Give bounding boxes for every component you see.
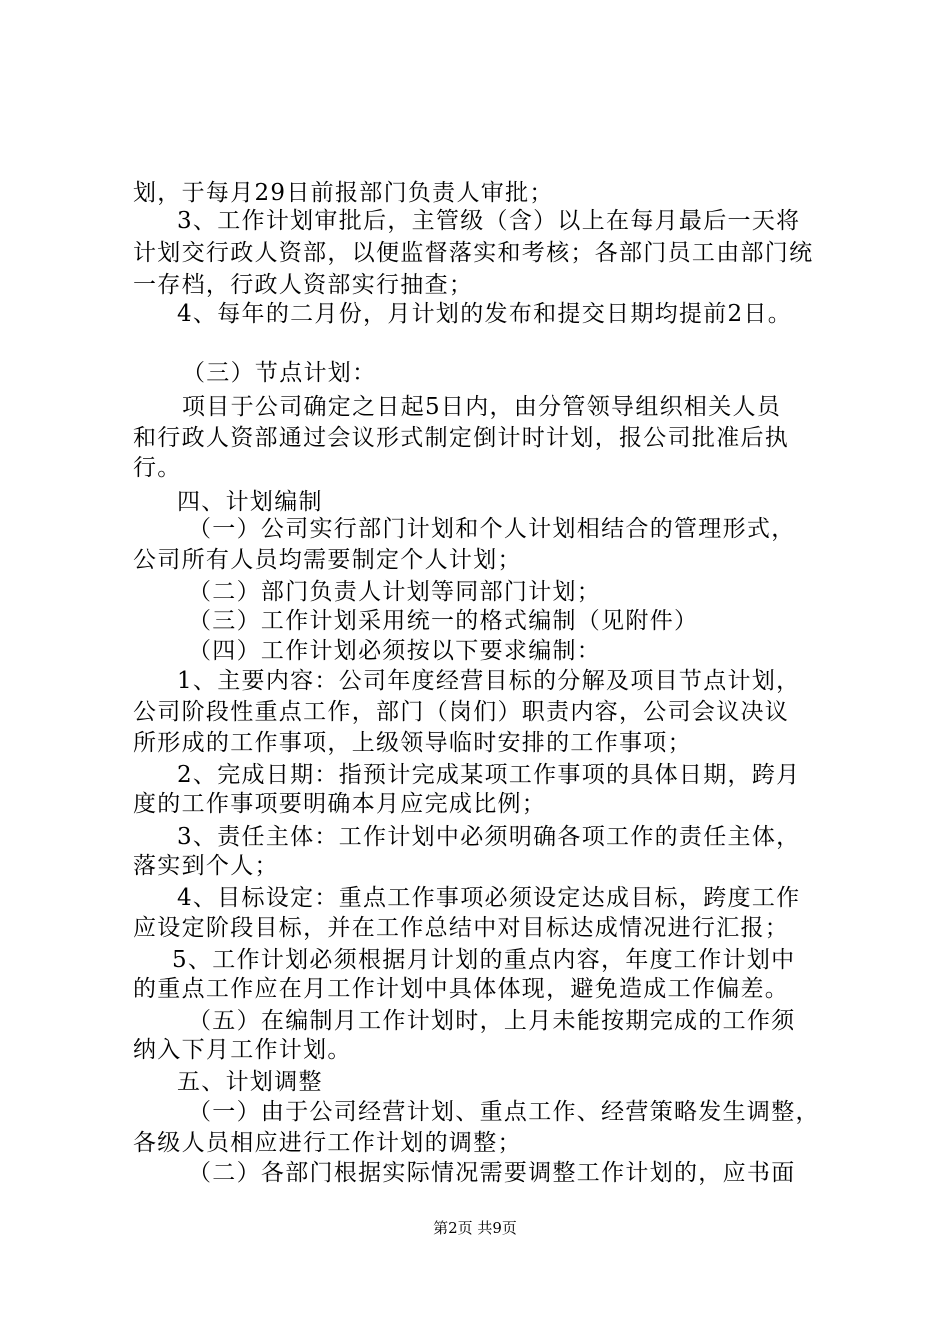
text-line: 应设定阶段目标，并在工作总结中对目标达成情况进行汇报； bbox=[133, 915, 790, 941]
text-line: 3、责任主体：工作计划中必须明确各项工作的责任主体， bbox=[177, 824, 801, 850]
text-line: （一）公司实行部门计划和个人计划相结合的管理形式， bbox=[188, 516, 796, 542]
text-line: （二）各部门根据实际情况需要调整工作计划的，应书面 bbox=[188, 1160, 796, 1186]
text-line: 各级人员相应进行工作计划的调整； bbox=[133, 1130, 522, 1156]
text-line: （三）节点计划： bbox=[182, 360, 377, 386]
text-line: 划，于每月29日前报部门负责人审批； bbox=[133, 180, 554, 206]
text-line: 公司所有人员均需要制定个人计划； bbox=[133, 547, 522, 573]
text-line: （五）在编制月工作计划时，上月未能按期完成的工作须 bbox=[188, 1008, 796, 1034]
text-line: 5、工作计划必须根据月计划的重点内容，年度工作计划中 bbox=[172, 947, 796, 973]
text-line: （一）由于公司经营计划、重点工作、经营策略发生调整， bbox=[188, 1099, 820, 1125]
text-line: 行。 bbox=[133, 455, 182, 481]
text-line: 的重点工作应在月工作计划中具体体现，避免造成工作偏差。 bbox=[133, 976, 790, 1002]
text-line: 项目于公司确定之日起5日内，由分管领导组织相关人员 bbox=[182, 394, 782, 420]
text-line: 4、每年的二月份，月计划的发布和提交日期均提前2日。 bbox=[177, 301, 793, 327]
text-line: 度的工作事项要明确本月应完成比例； bbox=[133, 791, 547, 817]
section-heading: 四、计划编制 bbox=[177, 489, 323, 515]
text-line: 落实到个人； bbox=[133, 853, 279, 879]
text-line: 1、主要内容：公司年度经营目标的分解及项目节点计划， bbox=[177, 668, 801, 694]
text-line: 一存档，行政人资部实行抽查； bbox=[133, 272, 474, 298]
text-line: 4、目标设定：重点工作事项必须设定达成目标，跨度工作 bbox=[177, 885, 801, 911]
text-line: （二）部门负责人计划等同部门计划； bbox=[188, 579, 602, 605]
text-line: 公司阶段性重点工作，部门（岗们）职责内容，公司会议决议 bbox=[133, 699, 790, 725]
text-line: 2、完成日期：指预计完成某项工作事项的具体日期，跨月 bbox=[177, 762, 801, 788]
page-footer: 第2页 共9页 bbox=[433, 1219, 517, 1237]
text-line: 所形成的工作事项，上级领导临时安排的工作事项； bbox=[133, 730, 692, 756]
text-line: 3、工作计划审批后，主管级（含）以上在每月最后一天将 bbox=[177, 208, 801, 234]
section-heading: 五、计划调整 bbox=[177, 1069, 323, 1095]
text-line: 计划交行政人资部，以便监督落实和考核；各部门员工由部门统 bbox=[133, 240, 814, 266]
text-line: （三）工作计划采用统一的格式编制（见附件） bbox=[188, 608, 699, 634]
text-line: 和行政人资部通过会议形式制定倒计时计划，报公司批准后执 bbox=[133, 425, 790, 451]
text-line: （四）工作计划必须按以下要求编制： bbox=[188, 638, 602, 664]
text-line: 纳入下月工作计划。 bbox=[133, 1037, 352, 1063]
